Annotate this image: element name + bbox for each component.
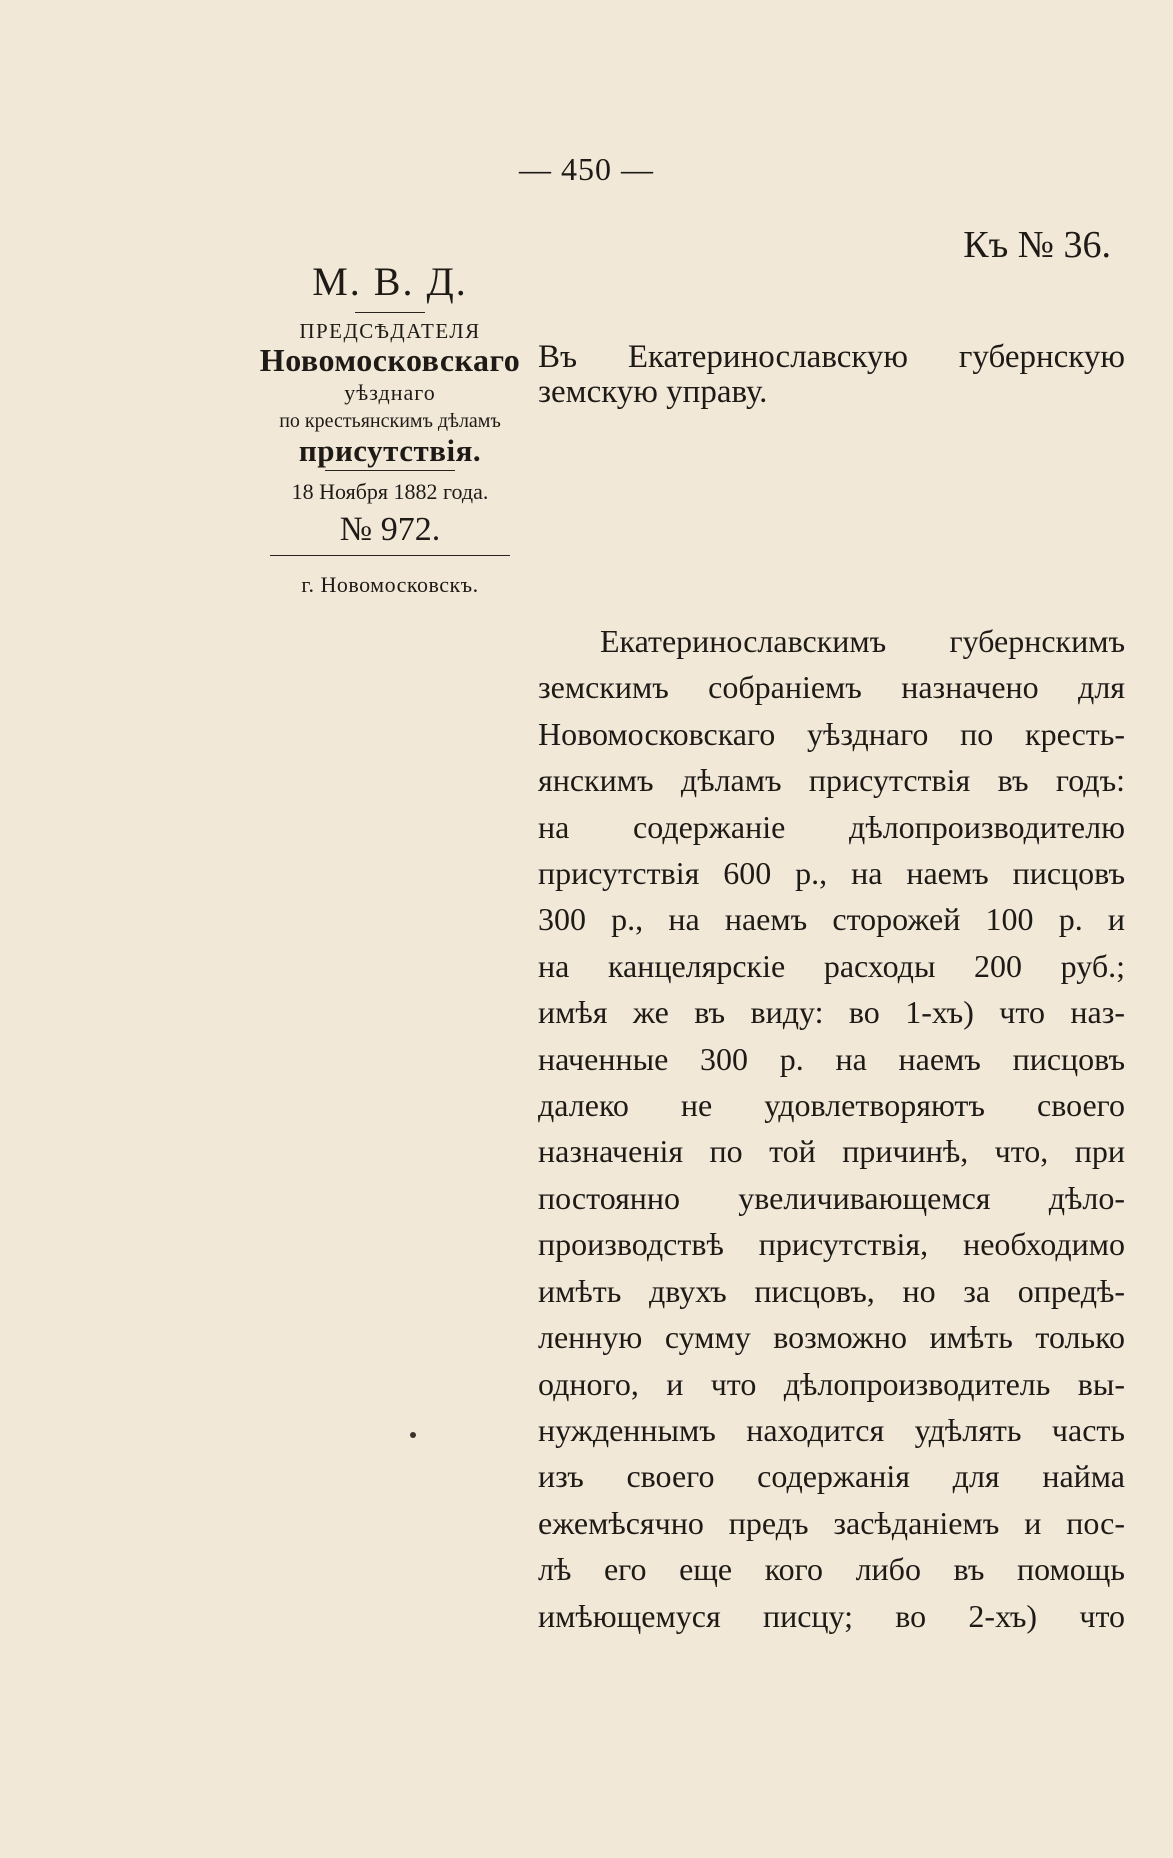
body-line: на содержаніе дѣлопроизводителю bbox=[538, 808, 1125, 845]
body-line: Екатеринославскимъ губернскимъ bbox=[600, 623, 1125, 659]
sender-district: Новомосковскаго bbox=[259, 342, 521, 378]
body-line: имѣющемуся писцу; во 2-хъ) что bbox=[538, 1597, 1125, 1634]
divider bbox=[270, 555, 510, 556]
letter-body bbox=[538, 618, 1125, 1639]
sender-affairs: по крестьянскимъ дѣламъ bbox=[279, 410, 501, 432]
body-line: имѣть двухъ писцовъ, но за опредѣ- bbox=[538, 1272, 1125, 1309]
addressee-line: Въ Екатеринославскую губернскую bbox=[538, 339, 1125, 375]
body-line: Новомосковскаго уѣзднаго по кресть- bbox=[538, 715, 1125, 752]
sender-city: г. Новомосковскъ. bbox=[301, 572, 479, 597]
sender-block bbox=[240, 259, 540, 597]
sender-office: присутствія. bbox=[298, 433, 482, 468]
ink-speck bbox=[410, 1432, 416, 1438]
body-line: земскимъ собраніемъ назначено для bbox=[538, 669, 1125, 706]
body-line: наченные 300 р. на наемъ писцовъ bbox=[538, 1040, 1125, 1077]
body-line: 300 р., на наемъ сторожей 100 р. и bbox=[538, 901, 1125, 938]
body-line: далеко не удовлетворяютъ своего bbox=[538, 1087, 1125, 1124]
body-line: ленную сумму возможно имѣть только bbox=[538, 1319, 1125, 1356]
body-line: на канцелярскіе расходы 200 руб.; bbox=[538, 947, 1125, 984]
body-line: имѣя же въ виду: во 1-хъ) что наз- bbox=[538, 994, 1125, 1031]
body-line: одного, и что дѣлопроизводитель вы- bbox=[538, 1365, 1125, 1402]
body-line: присутствія 600 р., на наемъ писцовъ bbox=[538, 855, 1125, 892]
body-line: производствѣ присутствія, необходимо bbox=[538, 1226, 1125, 1263]
body-line: нужденнымъ находится удѣлять часть bbox=[538, 1411, 1125, 1448]
body-line: изъ своего содержанія для найма bbox=[538, 1458, 1125, 1495]
divider bbox=[325, 470, 455, 471]
addressee-line: земскую управу. bbox=[538, 373, 768, 410]
page-number: — 450 — bbox=[519, 151, 654, 187]
body-line: постоянно увеличивающемся дѣло- bbox=[538, 1179, 1125, 1216]
letter-date: 18 Ноября 1882 года. bbox=[291, 479, 489, 504]
body-line: лѣ его еще кого либо въ помощь bbox=[538, 1551, 1125, 1588]
ministry-abbrev: М. В. Д. bbox=[312, 259, 468, 304]
addressee-block bbox=[538, 340, 1125, 409]
divider bbox=[355, 312, 425, 313]
body-line: назначенія по той причинѣ, что, при bbox=[538, 1133, 1125, 1170]
sender-uezd: уѣзднаго bbox=[344, 380, 436, 405]
sender-title: ПРЕДСѢДАТЕЛЯ bbox=[299, 319, 481, 343]
body-line: янскимъ дѣламъ присутствія въ годъ: bbox=[538, 762, 1125, 799]
reference-number: Къ № 36. bbox=[963, 224, 1111, 266]
letter-number: № 972. bbox=[339, 511, 441, 548]
body-line: ежемѣсячно предъ засѣданіемъ и пос- bbox=[538, 1504, 1125, 1541]
